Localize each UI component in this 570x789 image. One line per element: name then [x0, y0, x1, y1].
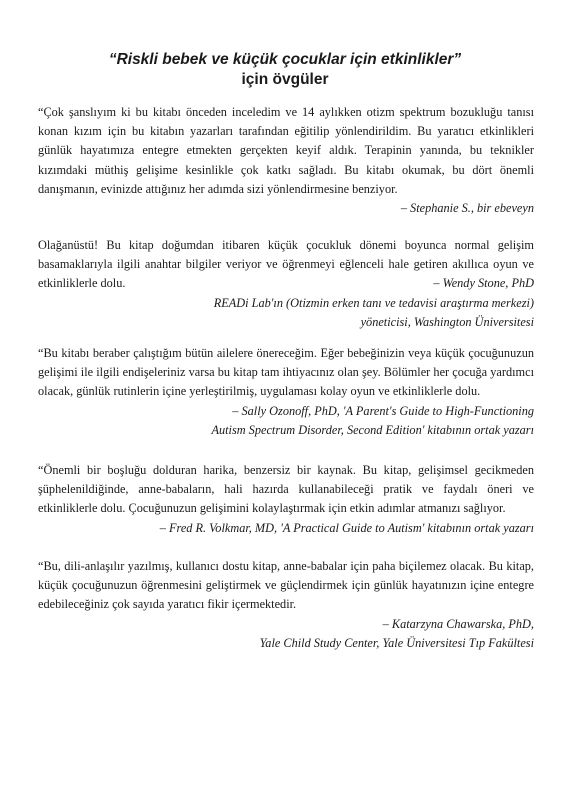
- testimonial-attribution: [38, 199, 534, 218]
- attribution-line: Yale Child Study Center, Yale Üniversitesi Tıp Fakültesi: [259, 635, 534, 650]
- testimonial-text: “Çok şanslıyım ki bu kitabı önceden inceledim ve 14 aylıkken otizm spektrum bozukluğu tanısı konan kızım için bu kitabın yazarları tarafından eğitilip yönlendirildim. Bu yaratıcı etkinlikleri günlük hayatımıza entegre etmekten gerçekten keyif aldık. Terapinin yanında, bu teknikler kızımdaki müthiş gelişime kesinlikle çok katkı sağladı. Bu kitabı okumak, bu dört önemli danışmanın, evinizde attığınız her adımda sizi yönlendirmesine benziyor.: [38, 105, 534, 196]
- title-line-1: “Riskli bebek ve küçük çocuklar için etkinlikler”: [108, 51, 462, 68]
- attribution-line: – Sally Ozonoff, PhD, 'A Parent's Guide to High-Functioning: [232, 403, 534, 418]
- attribution-line: READi Lab'ın (Otizmin erken tanı ve tedavisi araştırma merkezi): [213, 295, 534, 310]
- testimonial-4: [38, 461, 534, 538]
- attribution-line: – Katarzyna Chawarska, PhD,: [382, 616, 534, 631]
- testimonial-3: [38, 344, 534, 440]
- page-title: [0, 50, 570, 90]
- testimonial-1: [38, 103, 534, 218]
- attribution-line: Autism Spectrum Disorder, Second Edition' kitabının ortak yazarı: [211, 422, 534, 437]
- testimonial-text: Olağanüstü! Bu kitap doğumdan itibaren küçük çocukluk dönemi boyunca normal gelişim basamaklarıyla ilgili anahtar bilgiler veriyor ve öğrenmeyi eğlenceli hale getiren akıllıca oyun ve etkinliklerle dolu.: [38, 238, 534, 291]
- testimonial-text: “Bu kitabı beraber çalıştığım bütün ailelere önereceğim. Eğer bebeğinizin veya küçük çocuğunuzun gelişimi ile ilgili endişeleriniz varsa bu kitap tam ihtiyacınız olan şey. Bölümler her çocuğa yardımcı olacak, günlük rutinlerin içine yerleştirilmiş, uygulaması kolay oyun ve etkinliklerle dolu.: [38, 346, 534, 399]
- testimonial-attribution: [38, 402, 534, 440]
- testimonial-text: “Bu, dili-anlaşılır yazılmış, kullanıcı dostu kitap, anne-babalar için paha biçilemez olacak. Bu kitap, küçük çocuğunuzun öğrenmesini geliştirmek ve güçlendirmek için günlük hayatınızın içine entegre edebileceğiniz çok sayıda yaratıcı fikir içermektedir.: [38, 559, 534, 612]
- attribution-line: yöneticisi, Washington Üniversitesi: [360, 314, 534, 329]
- testimonial-2: [38, 236, 534, 332]
- testimonial-attribution: [38, 615, 534, 653]
- title-line-2: için övgüler: [241, 71, 329, 88]
- attribution-line: – Wendy Stone, PhD: [433, 276, 534, 291]
- testimonial-5: [38, 557, 534, 653]
- testimonial-text: “Önemli bir boşluğu dolduran harika, benzersiz bir kaynak. Bu kitap, gelişimsel gecikmeden şüphelenildiğinde, anne-babaların, hali hazırda kullanabileceği pratik ve faydalı öneri ve etkinliklerle dolu. Çocuğunuzun gelişimini kolaylaştırmak için etkin adımlar atmanızı sağlıyor.: [38, 463, 534, 516]
- testimonial-attribution: [38, 519, 534, 538]
- attribution-line: – Stephanie S., bir ebeveyn: [400, 201, 534, 216]
- attribution-line: – Fred R. Volkmar, MD, 'A Practical Guide to Autism' kitabının ortak yazarı: [159, 520, 534, 535]
